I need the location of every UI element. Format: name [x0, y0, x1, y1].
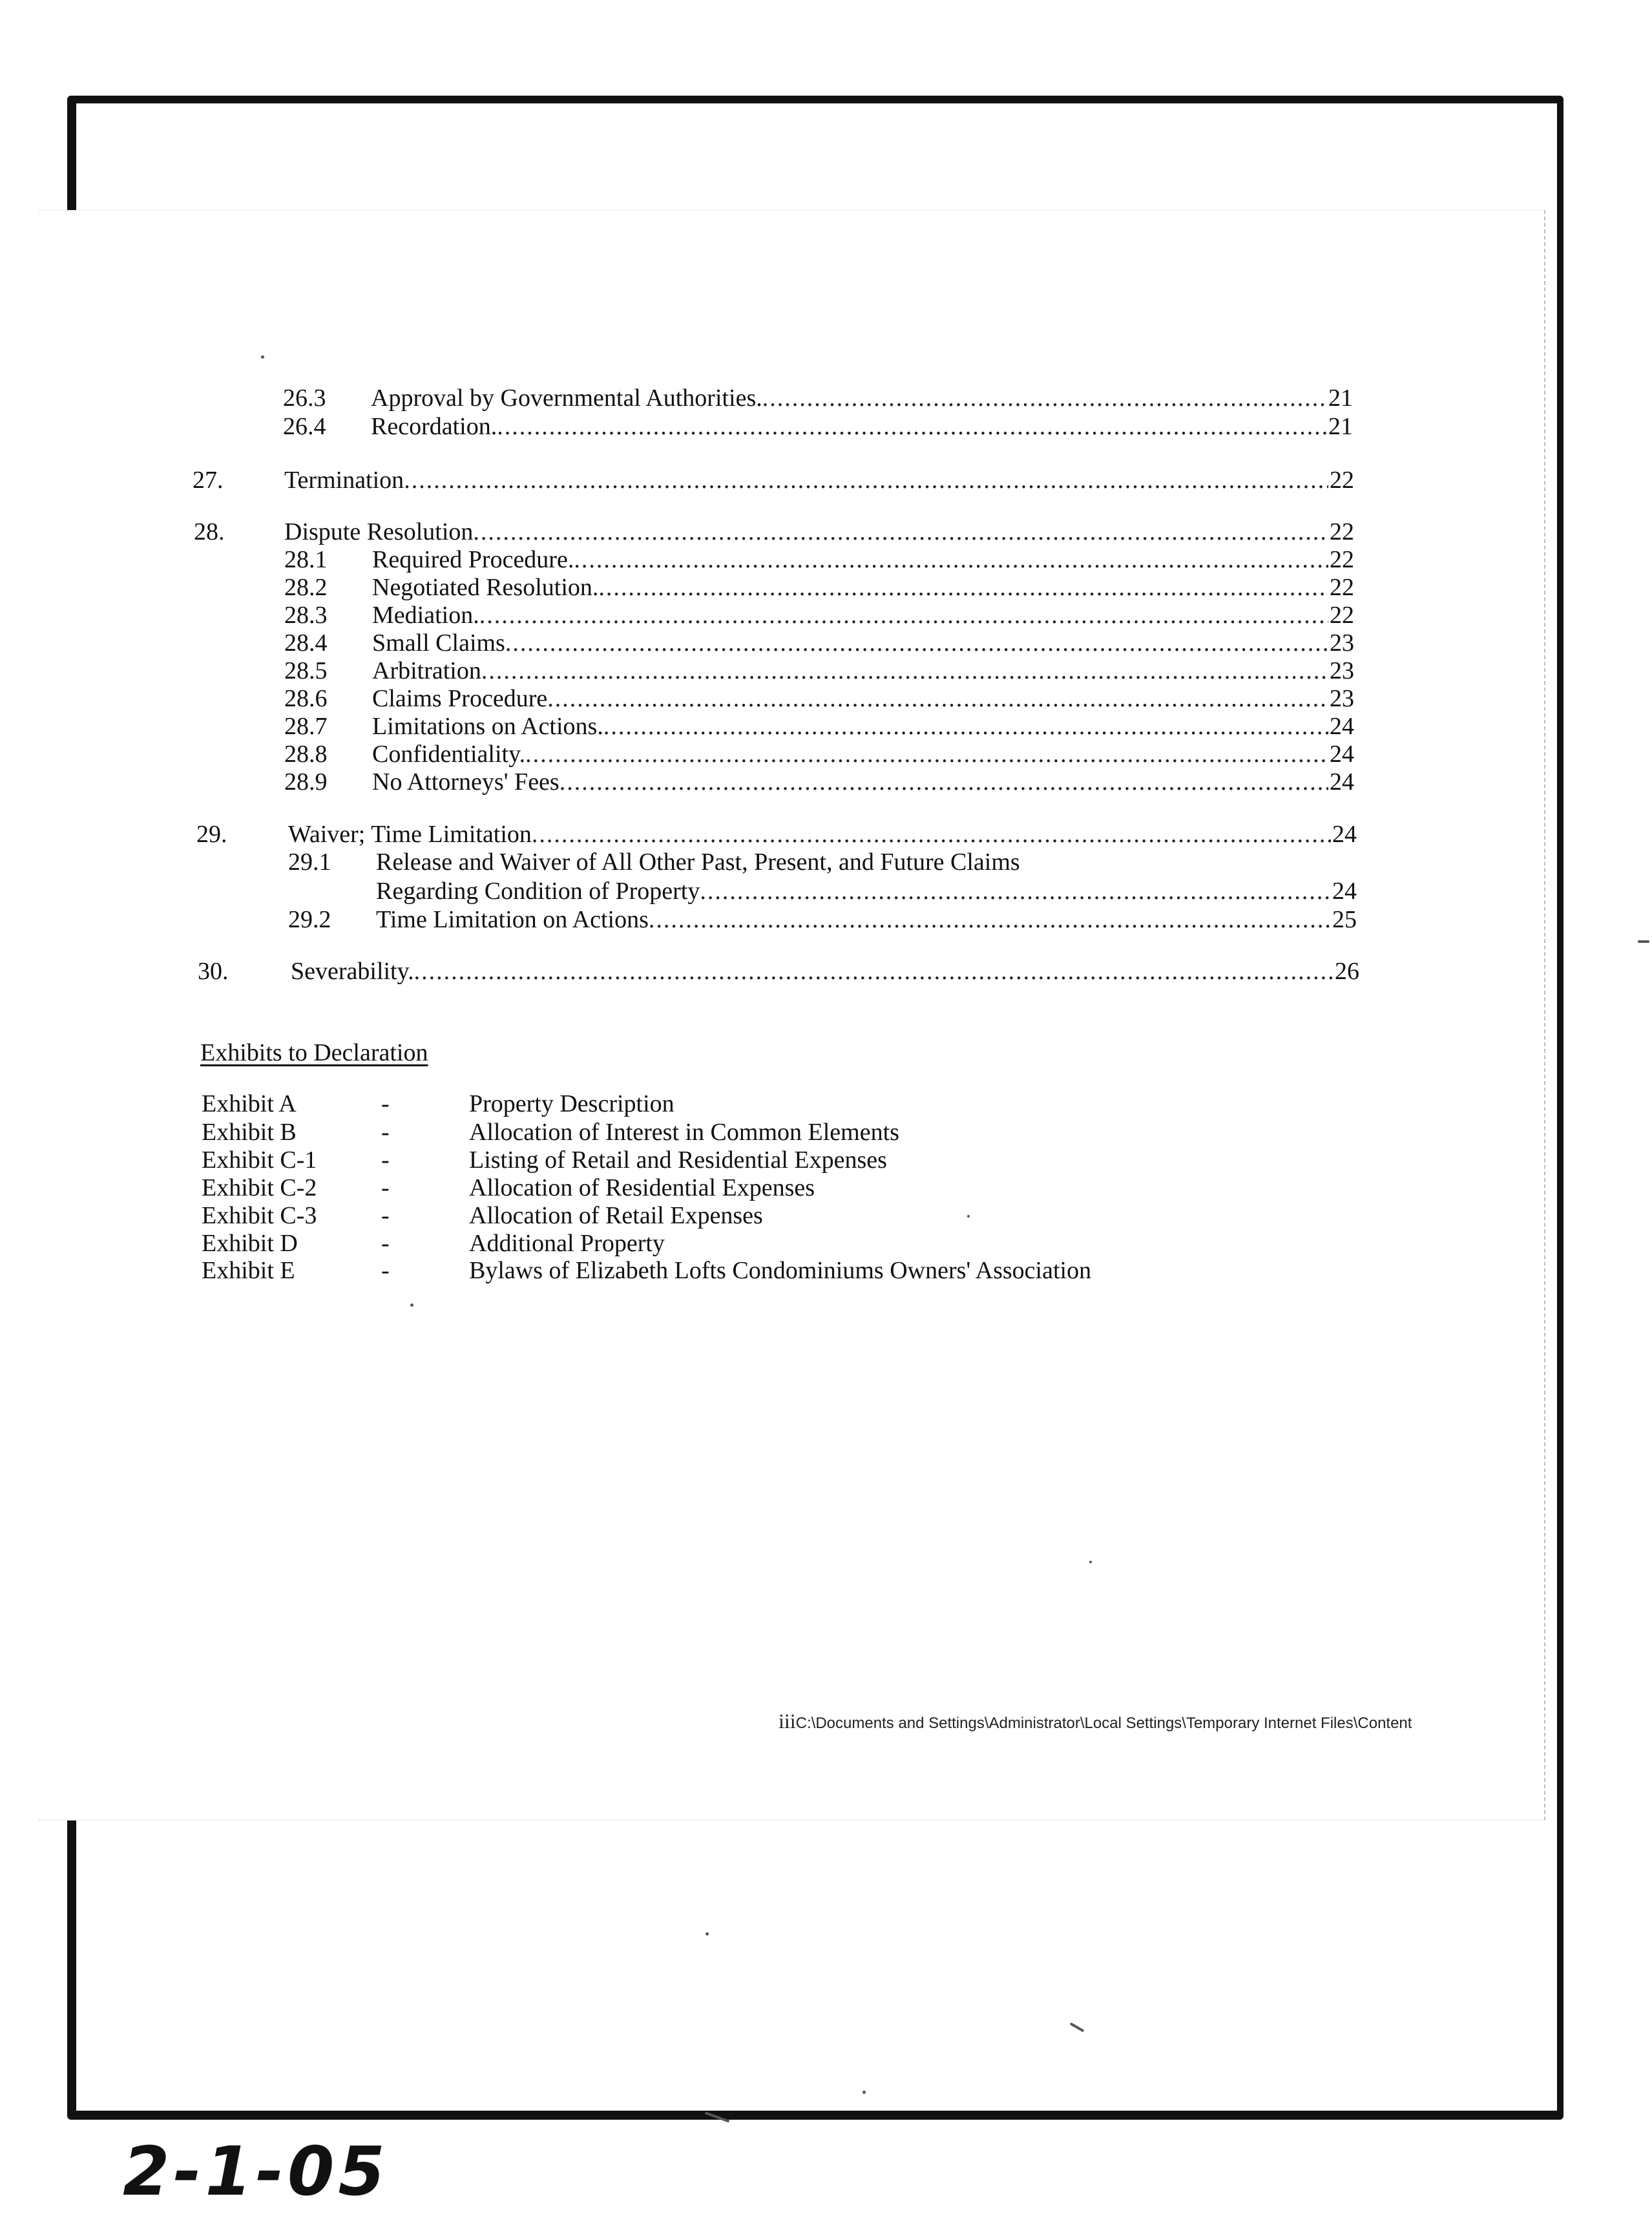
scan-speck — [1089, 1561, 1092, 1563]
toc-label: Claims Procedure — [372, 685, 548, 712]
toc-label: Limitations on Actions. — [372, 713, 603, 740]
toc-page: 23 — [1330, 629, 1354, 657]
toc-row — [283, 383, 1353, 413]
toc-number: 28.7 — [284, 713, 328, 740]
toc-row — [196, 819, 1357, 849]
handwritten-date: 2-1-05 — [123, 2132, 389, 2211]
toc-number: 28.6 — [284, 685, 328, 712]
toc-number: 26.4 — [283, 413, 326, 440]
toc-label: Regarding Condition of Property — [376, 878, 700, 905]
exhibit-dash: - — [381, 1174, 390, 1201]
toc-label: Severability. — [291, 958, 414, 985]
toc-page: 24 — [1330, 768, 1354, 796]
scan-speck — [705, 2111, 730, 2122]
toc-number: 29.2 — [288, 906, 331, 933]
toc-row — [284, 684, 1354, 713]
toc-row — [194, 517, 1354, 547]
exhibit-dash: - — [381, 1119, 390, 1146]
toc-number: 28. — [194, 518, 225, 545]
toc-number: 28.2 — [284, 574, 328, 601]
toc-row — [284, 600, 1354, 630]
toc-page: 25 — [1332, 906, 1357, 933]
toc-number: 29. — [196, 821, 227, 848]
toc-row — [284, 628, 1354, 658]
exhibit-id: Exhibit C-2 — [202, 1174, 317, 1201]
toc-row — [288, 905, 1357, 934]
toc-number: 30. — [198, 958, 229, 985]
exhibit-id: Exhibit D — [202, 1230, 298, 1257]
toc-page: 22 — [1330, 467, 1354, 494]
exhibit-dash: - — [381, 1257, 390, 1284]
toc-row — [376, 876, 1357, 906]
exhibit-description: Bylaws of Elizabeth Lofts Condominiums Owners' Association — [469, 1257, 1092, 1284]
toc-label: Waiver; Time Limitation — [288, 821, 532, 848]
exhibit-id: Exhibit C-1 — [202, 1146, 317, 1174]
scan-speck — [967, 1215, 970, 1218]
exhibit-id: Exhibit B — [202, 1119, 297, 1146]
scan-speck — [1638, 940, 1649, 943]
toc-label: Time Limitation on Actions — [376, 906, 649, 933]
toc-row — [284, 767, 1354, 797]
footer-file-path — [779, 1711, 1412, 1733]
exhibit-dash: - — [381, 1202, 390, 1229]
exhibits-heading: Exhibits to Declaration — [200, 1039, 428, 1066]
toc-row — [288, 847, 1357, 877]
toc-number: 28.1 — [284, 546, 328, 573]
toc-number: 28.5 — [284, 657, 328, 684]
toc-page: 22 — [1330, 546, 1354, 573]
footer-path-text: C:\Documents and Settings\Administrator\Local Settings\Temporary Internet Files\Content — [795, 1715, 1412, 1732]
toc-page: 23 — [1330, 657, 1354, 684]
toc-number: 29.1 — [288, 849, 331, 876]
exhibit-dash: - — [381, 1146, 390, 1174]
toc-label: Mediation. — [372, 602, 479, 629]
toc-label: Confidentiality. — [372, 741, 526, 768]
toc-row — [284, 712, 1354, 741]
exhibit-id: Exhibit C-3 — [202, 1202, 317, 1229]
toc-label: Small Claims — [372, 629, 505, 657]
exhibit-dash: - — [381, 1090, 390, 1117]
toc-row — [283, 412, 1353, 441]
toc-row — [193, 465, 1354, 495]
toc-number: 27. — [193, 467, 224, 494]
toc-label: Release and Waiver of All Other Past, Present, and Future Claims — [376, 849, 1020, 876]
scan-speck — [410, 1303, 413, 1307]
toc-page: 22 — [1330, 574, 1354, 601]
toc-label: Recordation. — [371, 413, 497, 440]
toc-page: 24 — [1330, 741, 1354, 768]
toc-label: Approval by Governmental Authorities. — [371, 385, 762, 412]
toc-row — [284, 545, 1354, 575]
toc-number: 26.3 — [283, 385, 326, 412]
scan-speck — [863, 2091, 866, 2094]
scan-speck — [706, 1932, 709, 1936]
toc-label: Termination — [284, 467, 404, 494]
toc-page: 24 — [1332, 821, 1357, 848]
toc-page: 22 — [1330, 602, 1354, 629]
footer-page-number: iii — [779, 1709, 796, 1733]
toc-number: 28.4 — [284, 629, 328, 657]
exhibit-description: Property Description — [469, 1090, 674, 1117]
toc-label: Arbitration — [372, 657, 481, 684]
toc-label: Negotiated Resolution. — [372, 574, 599, 601]
exhibit-description: Allocation of Retail Expenses — [469, 1202, 763, 1229]
toc-label: Required Procedure. — [372, 546, 574, 573]
toc-label: Dispute Resolution — [284, 518, 474, 545]
exhibit-id: Exhibit A — [202, 1090, 297, 1117]
toc-number: 28.9 — [284, 768, 328, 796]
toc-number: 28.3 — [284, 602, 328, 629]
toc-page: 24 — [1330, 713, 1354, 740]
exhibit-description: Allocation of Residential Expenses — [469, 1174, 815, 1201]
scan-speck — [261, 355, 264, 359]
toc-page: 26 — [1335, 958, 1359, 985]
toc-row — [284, 573, 1354, 602]
exhibit-dash: - — [381, 1230, 390, 1257]
toc-page: 21 — [1328, 413, 1353, 440]
exhibit-description: Listing of Retail and Residential Expenses — [469, 1146, 887, 1174]
toc-row — [284, 739, 1354, 769]
toc-row — [284, 656, 1354, 686]
exhibit-description: Allocation of Interest in Common Elements — [469, 1119, 899, 1146]
toc-page: 22 — [1330, 518, 1354, 545]
toc-page: 23 — [1330, 685, 1354, 712]
scan-speck — [1070, 2022, 1085, 2032]
toc-row — [198, 956, 1359, 986]
toc-number: 28.8 — [284, 741, 328, 768]
toc-page: 21 — [1328, 385, 1353, 412]
toc-label: No Attorneys' Fees — [372, 768, 559, 796]
toc-page: 24 — [1332, 878, 1357, 905]
exhibit-id: Exhibit E — [202, 1257, 295, 1284]
exhibit-description: Additional Property — [469, 1230, 665, 1257]
